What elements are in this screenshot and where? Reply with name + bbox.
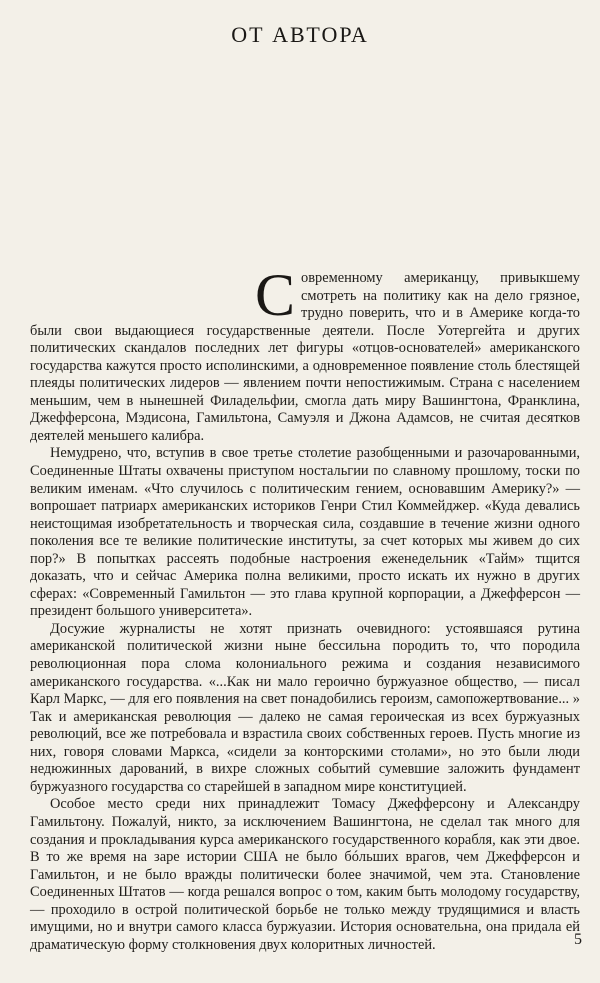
paragraph-1 xyxy=(30,262,580,445)
paragraph-1-text: овременному американцу, привыкшему смотреть на политику как на дело грязное, трудно поверить, что и в Америке когда-то были свои выдающиеся государственные деятели. После Уотергейта и других политических скандалов последних лет фигуры «отцов-основателей» американского государства кажутся просто исполинскими, а одновременное появление столь блестящей плеяды политических лидеров — явлением почти непостижимым. Страна с населением меньшим, чем в нынешней Филадельфии, смогла дать миру Вашингтона, Франклина, Джефферсона, Мэдисона, Гамильтона, Самуэля и Джона Адамсов, не считая десятков деятелей меньшего калибра. xyxy=(30,270,580,444)
drop-cap: С xyxy=(255,262,296,328)
chapter-title: ОТ АВТОРА xyxy=(231,22,369,47)
paragraph-2: Немудрено, что, вступив в свое третье столетие разобщенными и разочарованными, Соединенные Штаты охвачены приступом ностальгии по славному прошлому, тоски по великим именам. «Что случилось с политическим гением, основавшим Америку?» — вопрошает патриарх американских историков Генри Стил Коммейджер. «Куда девались неистощимая изобретательность и творческая сила, создавшие в течение жизни одного поколения все те великие политические институты, за счет которых мы живем до сих пор?» В попытках рассеять подобные настроения еженедельник «Тайм» тщится доказать, что и сейчас Америка полна великими, просто искать их нужно в других сферах: «Современный Гамильтон — это глава крупной корпорации, а Джефферсон — президент большого университета». xyxy=(30,445,580,620)
paragraph-3: Досужие журналисты не хотят признать очевидного: устоявшаяся рутина американской политической жизни ныне бессильна породить то, что породила революционная пора слома колониального режима и создания независимого американского государства. «...Как ни мало героично буржуазное общество, — писал Карл Маркс, — для его появления на свет понадобились героизм, самопожертвование... » Так и американская революция — далеко не самая героическая из всех буржуазных революций, все же потребовала и взрастила своих собственных героев. Пусть многие из них, говоря словами Маркса, «сидели за конторскими столами», но это были люди недюжинных дарований, в вихре сложных событий сумевшие заложить фундамент буржуазного государства со старейшей в западном мире конституцией. xyxy=(30,620,580,795)
body-text xyxy=(30,262,580,954)
paragraph-4: Особое место среди них принадлежит Томасу Джефферсону и Александру Гамильтону. Пожалуй, никто, за исключением Вашингтона, не сделал так много для создания и прокладывания курса американского государственного корабля, как эти двое. В то же время на заре истории США не было бóльших врагов, чем Джефферсон и Гамильтон, и не было вражды политически более значимой, чем эта. Становление Соединенных Штатов — когда решался вопрос о том, каким быть молодому государству, — проходило в острой политической борьбе не только между трудящимися и власть имущими, но и внутри самого класса буржуазии. История основательна, она придала ей драматическую форму столкновения двух колоритных личностей. xyxy=(30,796,580,953)
page-number: 5 xyxy=(574,931,582,948)
